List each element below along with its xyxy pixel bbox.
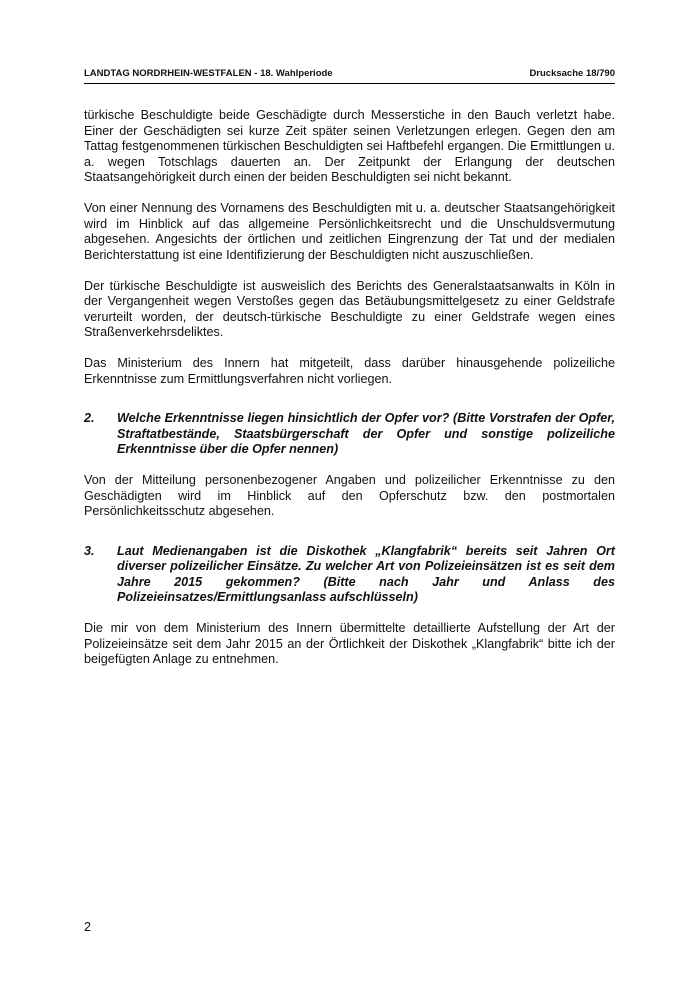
answer-2: Von der Mitteilung personenbezogener Angaben und polizeilicher Erkenntnisse zu den Geschädigten wird im Hinblick auf den Opferschutz bzw. den postmortalen Persönlichkeitsschutz abgesehen.: [84, 473, 615, 518]
header-rule: [84, 83, 615, 84]
header-title: LANDTAG NORDRHEIN-WESTFALEN - 18. Wahlperiode: [84, 68, 333, 79]
header-document-number: Drucksache 18/790: [529, 68, 615, 79]
question-2-text: Welche Erkenntnisse liegen hinsichtlich der Opfer vor? (Bitte Vorstrafen der Opfer, Straftatbestände, Staatsbürgerschaft der Opfer und sonstige polizeiliche Erkenntnisse über die Opfer nennen): [117, 411, 615, 456]
paragraph-4: Das Ministerium des Innern hat mitgeteilt, dass darüber hinausgehende polizeiliche Erkenntnisse zum Ermittlungsverfahren nicht vorliegen.: [84, 356, 615, 386]
answer-3: Die mir von dem Ministerium des Innern übermittelte detaillierte Aufstellung der Art der Polizeieinsätze seit dem Jahr 2015 an der Örtlichkeit der Diskothek „Klangfabrik“ bitte ich der beigefügten Anlage zu entnehmen.: [84, 621, 615, 666]
question-3-number: 3.: [84, 543, 95, 558]
paragraph-3: Der türkische Beschuldigte ist ausweislich des Berichts des Generalstaatsanwalts in Köln in der Vergangenheit wegen Verstoßes gegen das Betäubungsmittelgesetz zu einer Geldstrafe verurteilt worden, der deutsch-türkische Beschuldigte zu einer Geldstrafe wegen eines Straßenverkehrsdeliktes.: [84, 278, 615, 339]
question-3-text: Laut Medienangaben ist die Diskothek „Klangfabrik“ bereits seit Jahren Ort diverser polizeilicher Einsätze. Zu welcher Art von Polizeieinsätzen ist es seit dem Jahre 2015 gekommen? (Bitte nach Jahr und Anlass des Polizeieinsatzes/Ermittlungsanlass aufschlüsseln): [117, 543, 615, 604]
question-2: [84, 411, 615, 458]
page-header: [84, 68, 615, 79]
paragraph-2: Von einer Nennung des Vornamens des Beschuldigten mit u. a. deutscher Staatsangehörigkeit wird im Hinblick auf das allgemeine Persönlichkeitsrecht und die Unschuldsvermutung abgesehen. Angesichts der örtlichen und zeitlichen Eingrenzung der Tat und der medialen Berichterstattung ist eine Identifizierung der Beschuldigten nicht auszuschließen.: [84, 201, 615, 262]
question-2-number: 2.: [84, 411, 95, 425]
page-number: 2: [84, 920, 92, 934]
question-3: [84, 544, 615, 606]
document-body: [84, 108, 615, 683]
paragraph-1: türkische Beschuldigte beide Geschädigte durch Messerstiche in den Bauch verletzt habe. Einer der Geschädigten sei kurze Zeit später seinen Verletzungen erlegen. Gegen den am Tattag festgenommenen türkischen Beschuldigten sei Haftbefehl ergangen. Die Ermittlungen u. a. wegen Totschlags dauerten an. Der Zeitpunkt der Erlangung der deutschen Staatsangehörigkeit durch einen der beiden Beschuldigten sei nicht bekannt.: [84, 108, 615, 184]
